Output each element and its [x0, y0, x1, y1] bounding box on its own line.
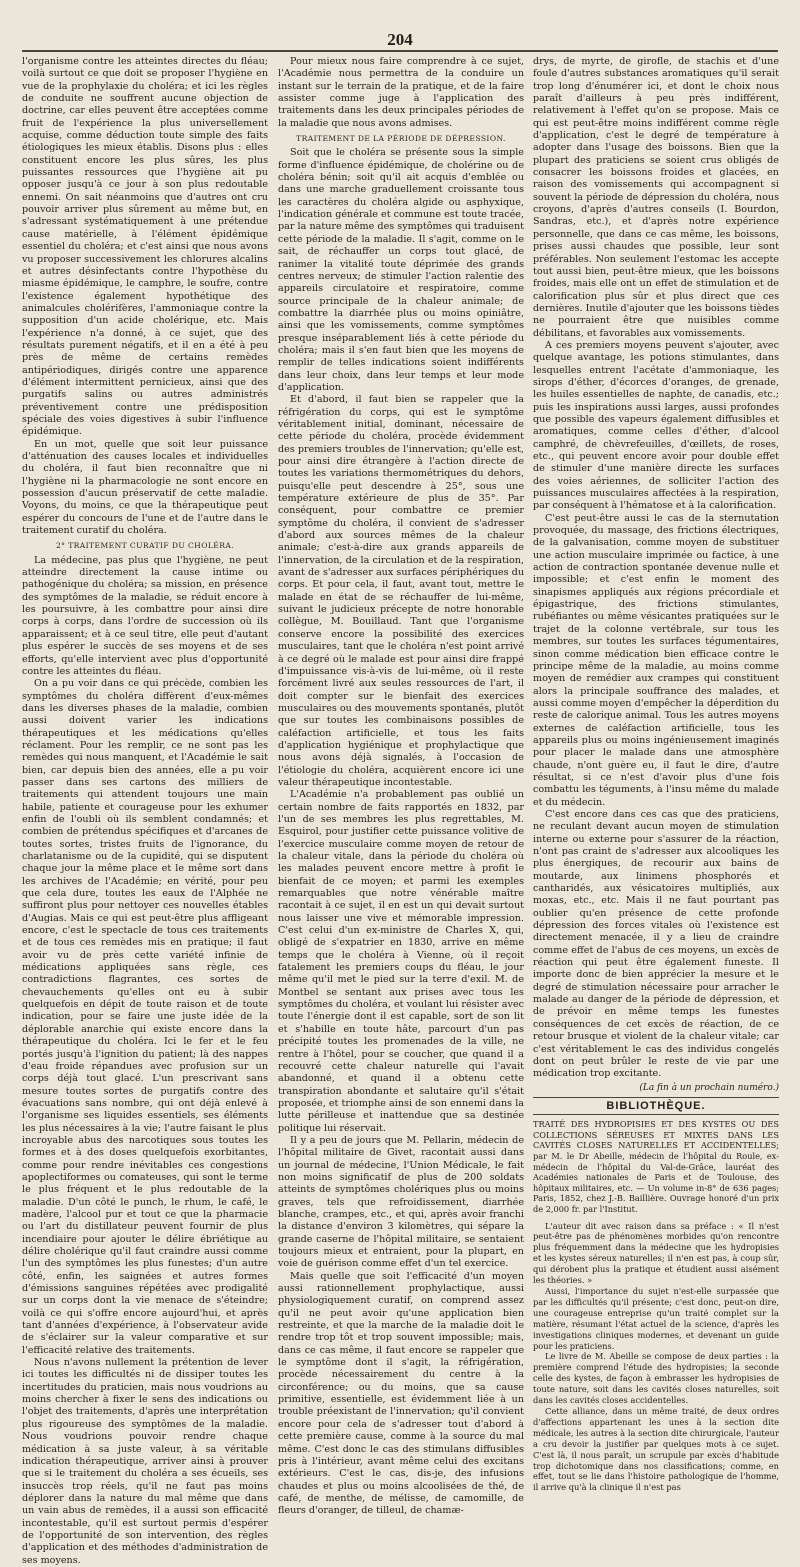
section-heading: 2° TRAITEMENT CURATIF DU CHOLÉRA. — [55, 541, 235, 551]
header-rule — [22, 50, 778, 52]
column-3 — [533, 56, 779, 1493]
paragraph: Le livre de M. Abeille se compose de deux parties : la première comprend l'étude des hydropisies; la seconde celle des kystes, de façon à embrasser les hydropisies de toute nature, soit dans les cavités closes naturelles, soit dans les cavités closes accidentelles. — [533, 1351, 779, 1406]
paragraph: Aussi, l'importance du sujet n'est-elle surpassée que par les difficultés qu'il présente; c'est donc, peut-on dire, une courageuse entreprise qu'un traité complet sur la matière, résumant l'état actuel de la science, d'après les investigations cliniques modernes, et devenant un guide pour les praticiens. — [533, 1286, 779, 1351]
paragraph: L'auteur dit avec raison dans sa préface : « Il n'est peut-être pas de phénomènes morbides qu'on rencontre plus fréquemment dans la médecine que les hydropisies et les kystes séreux naturelles; il n'en est pas, à coup sûr, qui dérobent plus la pratique et étudient aussi aisément les théories. » — [533, 1220, 779, 1286]
paragraph: Mais quelle que soit l'efficacité d'un moyen aussi rationnellement prophylactique, aussi physiologiquement curatif, on comprend assez qu'il ne peut avoir qu'une application bien restreinte, et que la marche de la maladie doit le rendre trop tôt et trop souvent impossible; mais, dans ce cas même, il faut encore se rappeler que le symptôme dont il s'agit, la réfrigération, procède nécessairement du centre à la circonférence; ou du moins, que sa cause primitive, essentielle, est évidemment liée à un trouble préexistant de l'innervation; qu'il convient encore pour cela de s'adresser tout d'abord à cette première cause, comme à la source du mal même. C'est donc le cas des stimulans diffusibles pris à l'intérieur, avant même celui des excitans extérieurs. C'est le cas, dis-je, des infusions chaudes et plus ou moins alcoolisées de thé, de café, de menthe, de mélisse, de camomille, de fleurs d'oranger, de tilleul, de chamæ- — [278, 1270, 524, 1517]
column-1 — [22, 56, 268, 1566]
paragraph: Pour mieux nous faire comprendre à ce sujet, l'Académie nous permettra de la conduire un instant sur le terrain de la pratique, et de la faire assister comme juge à l'application des traitements dans les deux principales périodes de la maladie que nous avons admises. — [278, 56, 524, 129]
paragraph: Et d'abord, il faut bien se rappeler que la réfrigération du corps, qui est le symptôme véritablement initial, dominant, nécessaire de cette période du choléra, procède évidemment des premiers troubles de l'innervation; qu'elle est, pour ainsi dire étrangère à l'action directe de toutes les variations thermométriques du dehors, puisqu'elle peut descendre à 25°, sous une température extérieure de plus de 35°. Par conséquent, pour combattre ce premier symptôme du choléra, il convient de s'adresser d'abord aux sources mêmes de la chaleur animale; c'est-à-dire aux grands appareils de l'innervation, de la circulation et de la respiration, avant de s'adresser aux surfaces périphériques du corps. Et pour cela, il faut, avant tout, mettre le malade en état de se réchauffer de lui-même, suivant le judicieux précepte de notre honorable collègue, M. Bouillaud. Tant que l'organisme conserve encore la possibilité des exercices musculaires, tant que le choléra n'est point arrivé à ce degré où le malade est pour ainsi dire frappé d'impuissance vis-à-vis de lui-même, où il reste forcément livré aux seules ressources de l'art, il doit compter sur le bienfait des exercices musculaires ou des mouvements spontanés, plutôt que sur toutes les combinaisons possibles de caléfaction artificielle, et tous les faits d'application hygiénique et prophylactique que nous avons déjà signalés, à l'occasion de l'étiologie du choléra, acquièrent encore ici une valeur thérapeutique incontestable. — [278, 394, 524, 788]
bibliotheque-heading: BIBLIOTHÈQUE. — [533, 1097, 779, 1115]
continuation-note: (La fin à un prochain numéro.) — [639, 1082, 779, 1093]
paragraph: Il y a peu de jours que M. Pellarin, médecin de l'hôpital militaire de Givet, racontait aussi dans un journal de médecine, l'Union Médicale, le fait non moins significatif de plus de 200 soldats atteints de symptômes cholériques plus ou moins graves, tels que refroidissement, diarrhée blanche, crampes, etc., et qui, après avoir franchi la distance d'environ 3 kilomètres, qui sépare la grande caserne de l'hôpital militaire, se sentaient toujours mieux et entraient, pour la plupart, en voie de guérison comme effet d'un tel exercice. — [278, 1134, 524, 1270]
paragraph: On a pu voir dans ce qui précède, combien les symptômes du choléra diffèrent d'eux-mêmes dans les diverses phases de la maladie, combien aussi doivent varier les indications thérapeutiques et les médications qu'elles réclament. Pour les remplir, ce ne sont pas les remèdes qui nous manquent, et l'Académie le sait bien, car depuis bien des années, elle a pu voir passer dans ses cartons des milliers de traitements qui attendent toujours une main habile, patiente et courageuse pour les exhumer enfin de l'oubli où ils semblent condamnés; et combien de prétendus spécifiques et d'arcanes de toutes sortes, tristes fruits de l'ignorance, du charlatanisme ou de la cupidité, qui se disputent chaque jour la même place et le même sort dans les archives de l'Académie; en vérité, pour peu que cela dure, toutes les eaux de l'Alphée ne suffiront plus pour nettoyer ces nouvelles étables d'Augias. Mais ce qui est peut-être plus affligeant encore, c'est le spectacle de tous ces traitements et de tous ces remèdes mis en pratique; il faut avoir vu de près cette variété infinie de médications appliquées sans règle, ces contradictions flagrantes, ces sortes de chevauchements qu'elles ont eu à subir quelquefois en dépit de toute raison et de toute indication, pour se faire une juste idée de la déplorable anarchie qui existe encore dans la thérapeutique du choléra. Ici le fer et le feu portés jusqu'à l'ignition du patient; là des nappes d'eau froide répandues avec profusion sur un corps déjà tout glacé. L'un prescrivant sans mesure toutes sortes de purgatifs contre des évacuations sans nombre, qui ont déjà enlevé à l'organisme ses liquides essentiels, ses éléments les plus nécessaires à la vie; l'autre faisant le plus incroyable abus des narcotiques sous toutes les formes et à des doses quelquefois exorbitantes, comme pour rendre inévitables ces congestions apoplectiformes ou comateuses, qui sont le terme le plus fréquent et le plus redoutable de la maladie. D'un côté le punch, le rhum, le café, le madère, l'alcool pur et tout ce que la pharmacie ou l'art du distillateur peuvent fournir de plus incendiaire pour ajouter le délire ébriétique au délire cholérique qu'il faut craindre aussi comme l'un des symptômes les plus funestes; d'un autre côté, enfin, les saignées et autres formes d'émissions sanguines répétées avec prodigalité sur un corps dont la vie menace de s'éteindre; voilà ce qui s'offre encore aujourd'hui, et après tant d'années d'expérience, à l'observateur avide de s'éclairer sur la valeur comparative et sur l'efficacité relative des traitements. — [22, 678, 268, 1356]
paragraph: drys, de myrte, de girofle, de stachis et d'une foule d'autres substances aromatiques qu'il serait trop long d'énumérer ici, et dont le choix nous paraît d'ailleurs à peu près indifférent, relativement à l'effet qu'on se propose. Mais ce qui est peut-être moins indifférent comme règle d'application, c'est le degré de température à adopter dans l'usage des boissons. Bien que la plupart des praticiens se soient crus obligés de consacrer les boissons froides et glacées, en raison des vomissements qui accompagnent si souvent la période de dépression du choléra, nous croyons, d'après d'autres conseils (I. Bourdon, Sandras, etc.), et d'après notre expérience personnelle, que dans ce cas même, les boissons, prises aussi chaudes que possible, leur sont préférables. Non seulement l'estomac les accepte tout aussi bien, peut-être mieux, que les boissons froides, mais elle ont un effet de stimulation et de calorification plus sûr et plus direct que ces dernières. Inutile d'ajouter que les boissons tièdes ne pourraient être que nuisibles comme débilitans, et favorables aux vomissements. — [533, 56, 779, 339]
section-heading: TRAITEMENT DE LA PÉRIODE DE DÉPRESSION. — [296, 134, 506, 144]
paragraph: A ces premiers moyens peuvent s'ajouter, avec quelque avantage, les potions stimulantes, dans lesquelles entrent l'acétate d'ammoniaque, les sirops d'éther, d'écorces d'oranges, de grenade, les huiles essentielles de naphte, de canadis, etc.; puis les inspirations aussi larges, aussi profondes que possible des vapeurs également diffusibles et aromatiques, comme celles d'éther, d'alcool camphré, de chèvrefeuilles, d'œillets, de roses, etc., qui peuvent encore avoir pour double effet de stimuler d'une manière directe les surfaces des voies aériennes, de solliciter l'action des puissances musculaires affectées à la respiration, par conséquent à l'hématose et à la calorification. — [533, 339, 779, 512]
paragraph: C'est peut-être aussi le cas de la sternutation provoquée, du massage, des frictions électriques, de la galvanisation, comme moyen de substituer une action musculaire imprimée ou factice, à une action de contraction spontanée devenue nulle et impossible; et c'est enfin le moment des sinapismes appliqués aux régions précordiale et épigastrique, des frictions stimulantes, rubéfiantes ou même vésicantes pratiquées sur le trajet de la colonne vertébrale, sur tous les membres, sur toutes les surfaces tégumentaires, sinon comme médication bien efficace contre le principe même de la maladie, au moins comme moyen de remédier aux crampes qui constituent alors la principale souffrance des malades, et aussi comme moyen d'empêcher la déperdition du reste de calorique animal. Tous les autres moyens externes de caléfaction artificielle, tous les appareils plus ou moins ingénieusement imaginés pour placer le malade dans une atmosphère chaude, n'ont guère eu, il faut le dire, d'autre résultat, si ce n'est d'avoir plus d'une fois combattu les téguments, à l'insu même du malade et du médecin. — [533, 512, 779, 808]
paragraph: C'est encore dans ces cas que des praticiens, ne reculant devant aucun moyen de stimulation interne ou externe pour s'assurer de la réaction, n'ont pas craint de s'adresser aux alcooliques les plus énergiques, de recourir aux bains de moutarde, aux linimens phosphorés et cantharidés, aux vésicatoires multipliés, aux moxas, etc., etc. Mais il ne faut pourtant pas oublier qu'en présence de cette profonde dépression des forces vitales où l'existence est directement menacée, il y a lieu de craindre comme effet de l'abus de ces moyens, un excès de réaction qui peut être également funeste. Il importe donc de bien apprécier la mesure et le degré de stimulation nécessaire pour arracher le malade au danger de la période de dépression, et de prévoir en même temps les funestes conséquences de cet excès de réaction, de ce retour brusque et violent de la chaleur vitale; car c'est véritablement le cas des individus congelés dont on peut brûler le reste de vie par une médication trop excitante. — [533, 808, 779, 1080]
book-citation: TRAITÉ DES HYDROPISIES ET DES KYSTES OU DES COLLECTIONS SÉREUSES ET MIXTES DANS LES CAVITÉS CLOSES NATURELLES ET ACCIDENTELLES; par M. le Dr Abeille, médecin de l'hôpital du Roule, ex-médecin de l'hôpital du Val-de-Grâce, lauréat des Académies nationales de Paris et de Toulouse, des hôpitaux militaires, etc. — Un volume in-8° de 636 pages; Paris, 1852, chez J.-B. Baillière. Ouvrage honoré d'un prix de 2,000 fr. par l'Institut. — [533, 1119, 779, 1214]
paragraph: L'Académie n'a probablement pas oublié un certain nombre de faits rapportés en 1832, par l'un de ses membres les plus regrettables, M. Esquirol, pour justifier cette puissance volitive de l'exercice musculaire comme moyen de retour de la chaleur vitale, dans la période du choléra où les malades peuvent encore mettre à profit le bienfait de ce moyen; et parmi les exemples remarquables que notre vénérable maître racontait à ce sujet, il en est un qui devait surtout nous laisser une vive et mémorable impression. C'est celui d'un ex-ministre de Charles X, qui, obligé de s'expatrier en 1830, arrive en même temps que le choléra à Vienne, où il reçoit fatalement les premiers coups du fléau, le jour même qu'il met le pied sur la terre d'exil. M. de Montbel se sentant aux prises avec tous les symptômes du choléra, et voulant lui résister avec toute l'énergie dont il est capable, sort de son lit et s'habille en toute hâte, parcourt d'un pas précipité toutes les promenades de la ville, ne rentre à l'hôtel, pour se coucher, que quand il a recouvré cette chaleur naturelle qui l'avait abandonné, et quand il a obtenu cette transpiration abondante et salutaire qu'il s'était proposée, et triomphe ainsi de son ennemi dans la lutte périlleuse et inattendue que sa destinée politique lui réservait. — [278, 789, 524, 1134]
paragraph: La médecine, pas plus que l'hygiène, ne peut atteindre directement la cause intime ou pathogénique du choléra; sa mission, en présence des symptômes de la maladie, se réduit encore à les poursuivre, à les combattre pour ainsi dire corps à corps, dans l'ordre de succession où ils apparaissent; et à ce seul titre, elle peut d'autant plus espérer le succès de ses moyens et de ses efforts, qu'elle intervient avec plus d'opportunité contre les atteintes du fléau. — [22, 554, 268, 677]
paragraph: Soit que le choléra se présente sous la simple forme d'influence épidémique, de cholérine ou de choléra bénin; soit qu'il ait acquis d'emblée ou dans une marche graduellement croissante tous les caractères du choléra algide ou asphyxique, l'indication générale et commune est toute tracée, par la nature même des symptômes qui traduisent cette période de la maladie. Il s'agit, comme on le sait, de réchauffer un corps tout glacé, de ranimer la vitalité toute déprimée des grands centres nerveux; de stimuler l'action ralentie des appareils circulatoire et respiratoire, comme source principale de la chaleur animale; de combattre la diarrhée plus ou moins opiniâtre, ainsi que les vomissements, comme symptômes presque inséparablement liés à cette période du choléra; mais il s'en faut bien que les moyens de remplir de telles indications soient indifférents dans leur choix, dans leur temps et leur mode d'application. — [278, 147, 524, 393]
paragraph: Cette alliance, dans un même traité, de deux ordres d'affections appartenant les unes à la section dite médicale, les autres à la section dite chirurgicale, l'auteur a cru devoir la justifier par quelques mots à ce sujet. C'est là, il nous paraît, un scrupule par excès d'habitude trop dichotomique dans nos classifications; comme, en effet, tout se lie dans l'histoire pathologique de l'homme, il arrive qu'à la clinique il n'est pas — [533, 1405, 779, 1493]
paragraph: Nous n'avons nullement la prétention de lever ici toutes les difficultés ni de dissiper toutes les incertitudes du praticien, mais nous voudrions au moins chercher à fixer le sens des indications ou l'objet des traitements, d'après une interprétation plus rigoureuse des symptômes de la maladie. Nous voudrions pouvoir rendre chaque médication à sa juste valeur, à sa véritable indication thérapeutique, arriver ainsi à prouver que si le traitement du choléra a ses écueils, ses insuccès trop réels, qu'il ne faut pas moins déplorer dans la nature du mal même que dans un vain abus de remèdes, il a aussi son efficacité incontestable, qu'il est surtout permis d'espérer de l'opportunité de son intervention, des règles d'application et des méthodes d'administration de ses moyens. — [22, 1357, 268, 1566]
page-number: 204 — [387, 30, 413, 49]
paragraph: l'organisme contre les atteintes directes du fléau; voilà surtout ce que doit se proposer l'hygiène en vue de la prophylaxie du choléra; et ici les règles de conduite ne souffrent aucune objection de doctrine, car elles peuvent être acceptées comme fruit de l'expérience la plus universellement acquise, comme déduction toute simple des faits étiologiques les mieux établis. Disons plus : elles constituent encore les plus sûres, les plus puissantes ressources que l'hygiène ait pu opposer jusqu'à ce jour à son plus redoutable ennemi. On sait néanmoins que d'autres ont cru pouvoir arriver plus sûrement au même but, en s'adressant systématiquement à une prétendue cause matérielle, à l'élément épidémique essentiel du choléra; et c'est ainsi que nous avons vu proposer successivement les chlorures alcalins et autres désinfectants contre l'hypothèse du miasme épidémique, le camphre, le soufre, contre l'existence également hypothétique des animalcules cholérifères, l'ammoniaque contre la supposition d'un acide cholérique, etc. Mais l'expérience n'a donné, à ce sujet, que des résultats purement négatifs, et il en a été à peu près de même de certains remèdes antipériodiques, dirigés contre une apparence d'élément intermittent pernicieux, ainsi que des purgatifs salins ou autres administrés préventivement contre une prédisposition spéciale des voies digestives à subir l'influence épidémique. — [22, 56, 268, 438]
column-2 — [278, 56, 524, 1517]
review-body — [533, 1221, 779, 1494]
paragraph: En un mot, quelle que soit leur puissance d'atténuation des causes locales et individuelles du choléra, il faut bien reconnaître que ni l'hygiène ni la pharmacologie ne sont encore en possession d'aucun préservatif de cette maladie. Voyons, du moins, ce que la thérapeutique peut espérer du concours de l'une et de l'autre dans le traitement curatif du choléra. — [22, 438, 268, 537]
